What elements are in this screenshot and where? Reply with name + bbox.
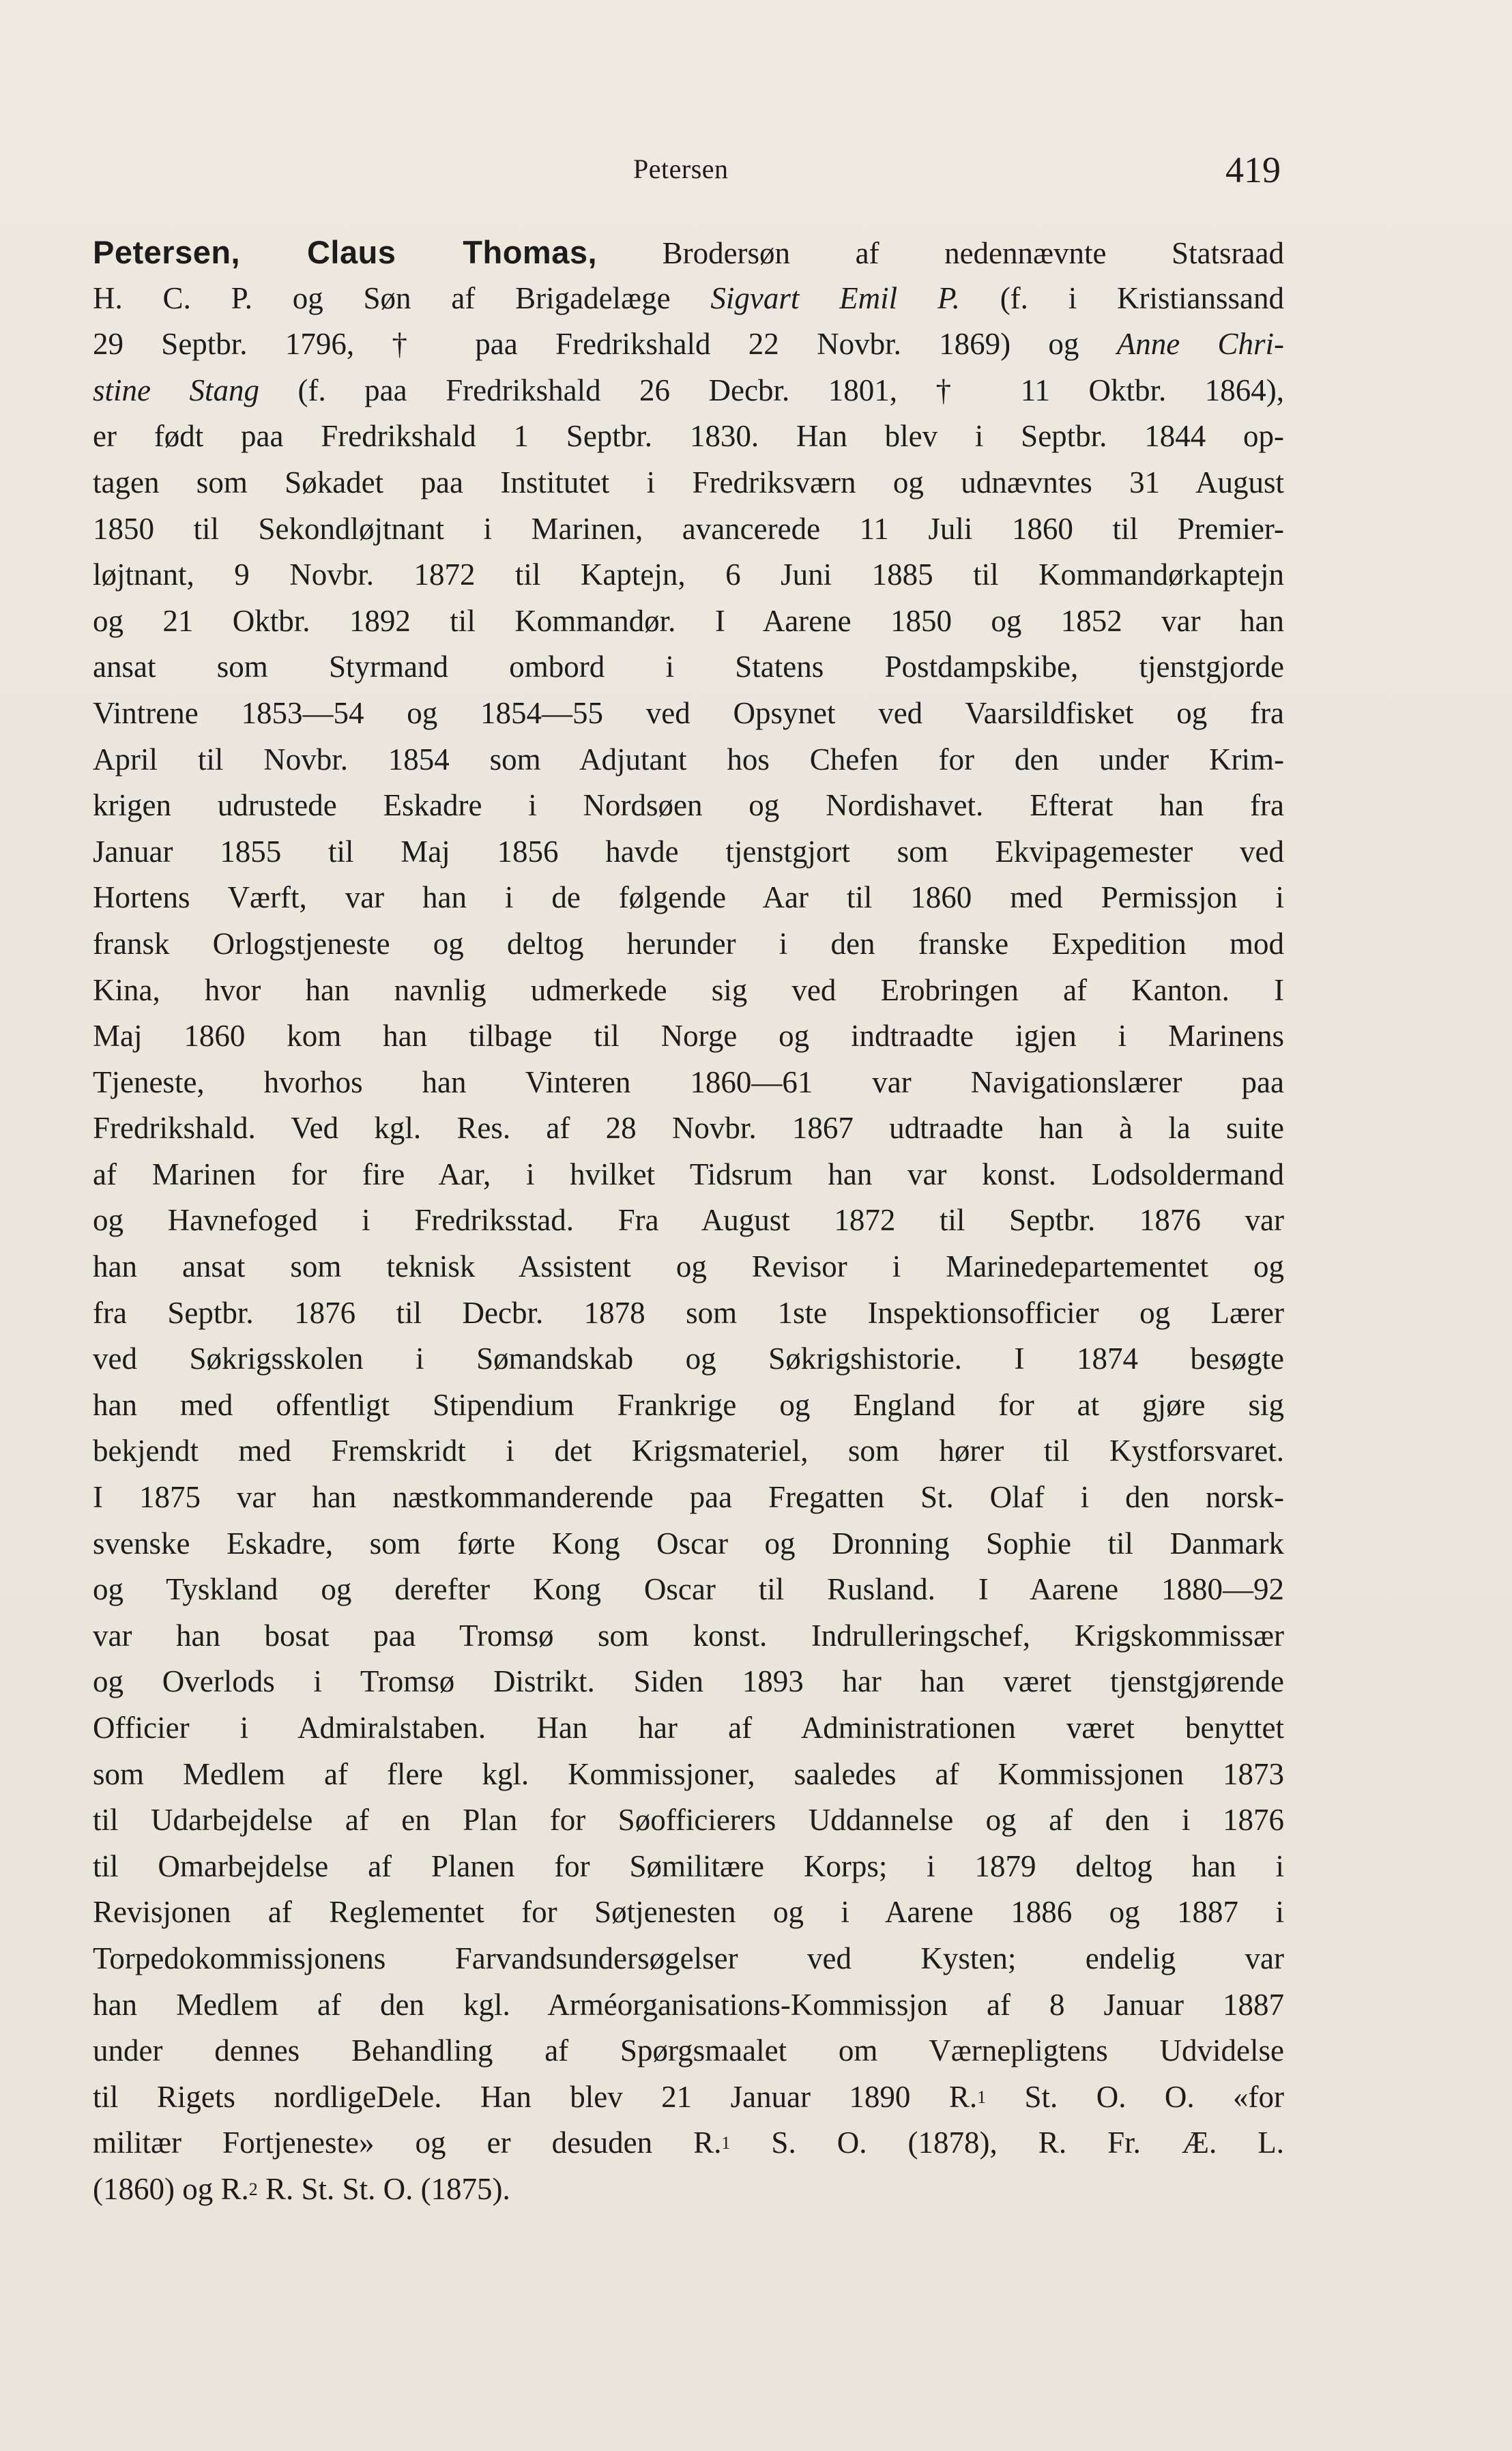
text-line (93, 506, 1284, 553)
text-line (93, 2028, 1284, 2074)
text-line (93, 460, 1284, 506)
text-line (93, 321, 1284, 368)
text-span: R. St. St. O. (1875). (257, 2171, 510, 2206)
text-line (93, 1428, 1284, 1475)
text-line (93, 1152, 1284, 1198)
text-span: og Havnefoged i Fredriksstad. Fra August 1872 til Septbr. 1876 var (93, 1203, 1284, 1238)
text-line (93, 1521, 1284, 1567)
text-span: Maj 1860 kom han tilbage til Norge og indtraadte igjen i Marinens (93, 1019, 1284, 1054)
superscript: 1 (977, 2087, 987, 2107)
text-span: (f. paa Fredrikshald 26 Decbr. 1801, † 11 Oktbr. 1864), (259, 373, 1284, 407)
text-line (93, 368, 1284, 414)
superscript: 2 (248, 2179, 258, 2199)
text-span: ansat som Styrmand ombord i Statens Postdampskibe, tjenstgjorde (93, 650, 1284, 684)
text-line (93, 1844, 1284, 1890)
text-span: som Medlem af flere kgl. Kommissjoner, saaledes af Kommissjonen 1873 (93, 1756, 1284, 1791)
text-line (93, 1567, 1284, 1613)
text-span: 1850 til Sekondløjtnant i Marinen, avancerede 11 Juli 1860 til Premier- (93, 511, 1284, 546)
text-line (93, 2166, 1284, 2213)
entry-name: Petersen, Claus Thomas, (93, 234, 598, 270)
text-line (93, 829, 1284, 875)
text-span: Vintrene 1853—54 og 1854—55 ved Opsynet ved Vaarsildfisket og fra (93, 695, 1284, 730)
text-span: St. O. O. «for (986, 2079, 1284, 2114)
text-line (93, 276, 1284, 322)
text-line (93, 2120, 1284, 2166)
text-span: krigen udrustede Eskadre i Nordsøen og Nordishavet. Efterat han fra (93, 788, 1284, 823)
text-line (93, 1060, 1284, 1106)
text-line (93, 414, 1284, 460)
text-span: til Udarbejdelse af en Plan for Søofficierers Uddannelse og af den i 1876 (93, 1803, 1284, 1838)
superscript: 1 (721, 2133, 731, 2153)
text-span: Revisjonen af Reglementet for Søtjenesten og i Aarene 1886 og 1887 i (93, 1895, 1284, 1930)
text-span: I 1875 var han næstkommanderende paa Fregatten St. Olaf i den norsk- (93, 1480, 1284, 1515)
text-span: Kina, hvor han navnlig udmerkede sig ved Erobringen af Kanton. I (93, 972, 1284, 1007)
text-line (93, 1982, 1284, 2029)
text-span: Tjeneste, hvorhos han Vinteren 1860—61 var Navigationslærer paa (93, 1064, 1284, 1099)
text-line (93, 598, 1284, 645)
text-line (93, 1797, 1284, 1844)
text-span: under dennes Behandling af Spørgsmaalet om Værnepligtens Udvidelse (93, 2033, 1284, 2068)
running-head: Petersen (633, 154, 729, 184)
text-span: og Overlods i Tromsø Distrikt. Siden 1893 har han været tjenstgjørende (93, 1664, 1284, 1699)
text-span: S. O. (1878), R. Fr. Æ. L. (730, 2126, 1284, 2160)
text-span: og 21 Oktbr. 1892 til Kommandør. I Aarene 1850 og 1852 var han (93, 603, 1284, 638)
text-span: April til Novbr. 1854 som Adjutant hos Chefen for den under Krim- (93, 742, 1284, 777)
text-span: løjtnant, 9 Novbr. 1872 til Kaptejn, 6 Juni 1885 til Kommandørkaptejn (93, 557, 1284, 592)
text-line (93, 229, 1284, 276)
text-span: Januar 1855 til Maj 1856 havde tjenstgjort som Ekvipagemester ved (93, 834, 1284, 869)
text-span: Torpedokommissjonens Farvandsundersøgelser ved Kysten; endelig var (93, 1941, 1284, 1975)
text-span: han ansat som teknisk Assistent og Revisor i Marinedepartementet og (93, 1249, 1284, 1284)
text-line (93, 644, 1284, 691)
text-line (93, 2074, 1284, 2121)
italic-name: Anne Chri- (1116, 327, 1284, 362)
text-line (93, 1752, 1284, 1798)
text-span: svenske Eskadre, som førte Kong Oscar og Dronning Sophie til Danmark (93, 1526, 1284, 1561)
text-line (93, 1336, 1284, 1382)
text-span: Officier i Admiralstaben. Han har af Administrationen været benyttet (93, 1711, 1284, 1745)
text-line (93, 921, 1284, 968)
italic-name: Sigvart Emil P. (710, 280, 960, 315)
text-line (93, 1705, 1284, 1752)
text-span: tagen som Søkadet paa Institutet i Fredriksværn og udnævntes 31 August (93, 465, 1284, 499)
text-line (93, 875, 1284, 921)
text-line (93, 737, 1284, 783)
text-span: fransk Orlogstjeneste og deltog herunder i den franske Expedition mod (93, 926, 1284, 961)
text-line (93, 1936, 1284, 1982)
text-span: fra Septbr. 1876 til Decbr. 1878 som 1ste Inspektionsofficier og Lærer (93, 1295, 1284, 1330)
italic-name: stine Stang (93, 373, 259, 407)
text-line (93, 1244, 1284, 1290)
text-span: Brodersøn af nedennævnte Statsraad (597, 236, 1284, 270)
text-line (93, 1659, 1284, 1705)
text-span: (1860) og R. (93, 2171, 249, 2206)
page-number: 419 (1225, 149, 1281, 190)
text-line (93, 1613, 1284, 1659)
text-line (93, 691, 1284, 737)
text-line (93, 1198, 1284, 1244)
text-line (93, 1889, 1284, 1936)
text-span: han Medlem af den kgl. Arméorganisations-Kommissjon af 8 Januar 1887 (93, 1987, 1284, 2022)
page-header (0, 149, 1512, 197)
text-span: af Marinen for fire Aar, i hvilket Tidsrum han var konst. Lodsoldermand (93, 1157, 1284, 1191)
text-span: og Tyskland og derefter Kong Oscar til Rusland. I Aarene 1880—92 (93, 1572, 1284, 1607)
text-span: han med offentligt Stipendium Frankrige og England for at gjøre sig (93, 1387, 1284, 1422)
text-line (93, 968, 1284, 1014)
biography-entry (93, 229, 1284, 2213)
text-span: til Rigets nordligeDele. Han blev 21 Januar 1890 R. (93, 2079, 978, 2114)
text-span: ved Søkrigsskolen i Sømandskab og Søkrigshistorie. I 1874 besøgte (93, 1341, 1284, 1376)
text-span: var han bosat paa Tromsø som konst. Indrulleringschef, Krigskommissær (93, 1618, 1284, 1653)
text-line (93, 783, 1284, 829)
text-span: (f. i Kristianssand (959, 280, 1284, 315)
text-line (93, 1013, 1284, 1060)
text-span: Hortens Værft, var han i de følgende Aar til 1860 med Permissjon i (93, 880, 1284, 915)
text-line (93, 1382, 1284, 1429)
text-line (93, 1105, 1284, 1152)
text-span: Fredrikshald. Ved kgl. Res. af 28 Novbr. 1867 udtraadte han à la suite (93, 1111, 1284, 1146)
text-line (93, 552, 1284, 598)
text-span: er født paa Fredrikshald 1 Septbr. 1830. Han blev i Septbr. 1844 op- (93, 419, 1284, 454)
text-span: til Omarbejdelse af Planen for Sømilitære Korps; i 1879 deltog han i (93, 1848, 1284, 1883)
text-line (93, 1475, 1284, 1521)
text-span: militær Fortjeneste» og er desuden R. (93, 2126, 722, 2160)
text-span: bekjendt med Fremskridt i det Krigsmateriel, som hører til Kystforsvaret. (93, 1434, 1284, 1468)
text-span: 29 Septbr. 1796, † paa Fredrikshald 22 Novbr. 1869) og (93, 327, 1117, 362)
text-span: H. C. P. og Søn af Brigadelæge (93, 280, 711, 315)
text-line (93, 1290, 1284, 1337)
